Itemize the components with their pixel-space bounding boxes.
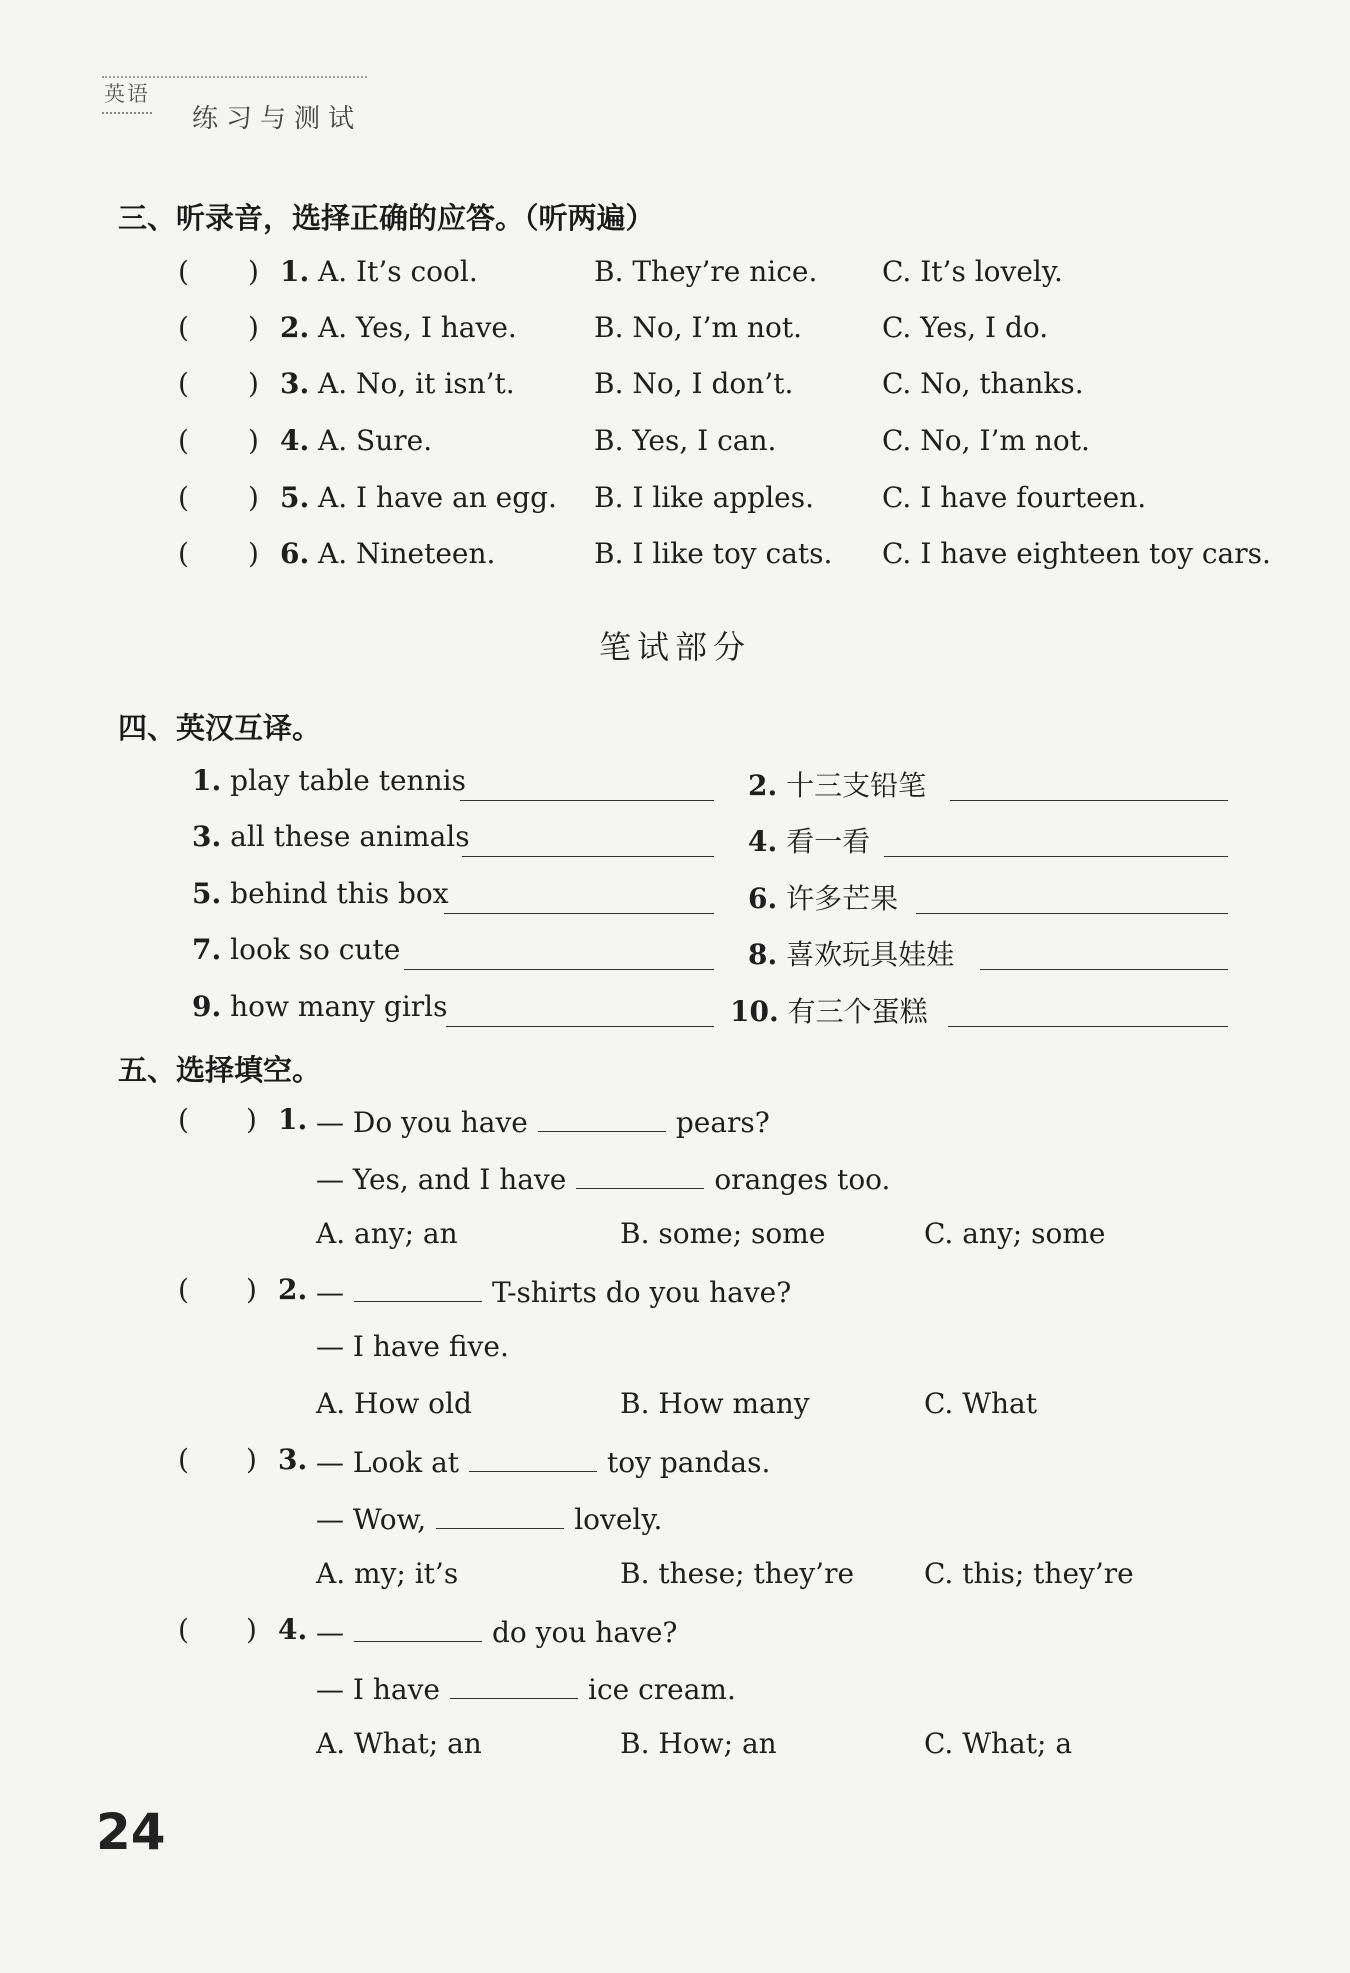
item-number: 6. [280, 537, 310, 570]
translation-row-4 [0, 933, 1350, 973]
answer-blank[interactable] [354, 1273, 482, 1302]
answer-bracket-open: ( [178, 1103, 189, 1136]
answer-blank[interactable] [576, 1160, 704, 1189]
dialogue-line-2 [316, 1670, 736, 1706]
answer-bracket-close: ) [246, 1443, 257, 1476]
answer-bracket-open: ( [178, 1443, 189, 1476]
item-number: 3. [280, 367, 310, 400]
dialogue-text: — Wow, [316, 1503, 427, 1536]
dialogue-line-1 [316, 1273, 791, 1309]
option-c: C. I have eighteen toy cars. [882, 537, 1271, 570]
option-a: A. any; an [316, 1217, 458, 1250]
answer-bracket-open: ( [178, 311, 189, 344]
answer-blank[interactable] [948, 1026, 1228, 1027]
translation-row-3 [0, 877, 1350, 917]
option-a: A. Sure. [318, 424, 433, 457]
option-c: C. No, thanks. [882, 367, 1084, 400]
option-b: B. I like apples. [594, 481, 815, 514]
dialogue-text: toy pandas. [607, 1446, 771, 1479]
dialogue-text: — [316, 1616, 344, 1649]
section5-title: 五、选择填空。 [118, 1053, 322, 1087]
option-a: A. Yes, I have. [318, 311, 517, 344]
option-a: A. Nineteen. [318, 537, 496, 570]
item-number: 2. [278, 1273, 308, 1306]
header-series-title: 练习与测试 [192, 104, 363, 134]
dialogue-text: — Yes, and I have [316, 1163, 567, 1196]
option-a: A. my; it’s [316, 1557, 459, 1590]
option-b: B. I like toy cats. [594, 537, 833, 570]
answer-bracket-open: ( [178, 481, 189, 514]
item-number: 4. [278, 1613, 308, 1646]
option-c: C. I have fourteen. [882, 481, 1147, 514]
dialogue-text: T-shirts do you have? [492, 1276, 792, 1309]
item-number: 1. [192, 764, 222, 797]
choice-item-3-options [0, 1557, 1350, 1597]
item-number: 1. [278, 1103, 308, 1136]
answer-blank[interactable] [538, 1103, 666, 1132]
choice-item-1-options [0, 1217, 1350, 1257]
option-a: A. How old [316, 1387, 472, 1420]
answer-bracket-close: ) [248, 255, 259, 288]
header-subject: 英语 [102, 78, 152, 114]
option-b: B. No, I’m not. [594, 311, 802, 344]
choice-item-1-reply [0, 1160, 1350, 1200]
answer-blank[interactable] [354, 1613, 482, 1642]
translation-row-2 [0, 820, 1350, 860]
choice-item-2-options [0, 1387, 1350, 1427]
listening-item-5 [0, 481, 1350, 521]
option-b: B. How; an [620, 1727, 777, 1760]
dialogue-text: — I have [316, 1673, 440, 1706]
written-part-heading: 笔试部分 [598, 628, 751, 666]
option-b: B. these; they’re [620, 1557, 855, 1590]
item-text: 十三支铅笔 [786, 769, 927, 802]
translation-item-8 [748, 933, 954, 973]
page-number: 24 [96, 1803, 166, 1861]
choice-item-2-reply [0, 1330, 1350, 1370]
translation-item-5 [192, 877, 449, 910]
listening-item-1 [0, 255, 1350, 295]
dialogue-text: — Look at [316, 1446, 460, 1479]
answer-bracket-open: ( [178, 1273, 189, 1306]
listening-item-3 [0, 367, 1350, 407]
item-number: 10. [730, 995, 779, 1028]
item-number: 5. [280, 481, 310, 514]
answer-blank[interactable] [916, 913, 1228, 914]
choice-item-4 [0, 1613, 1350, 1653]
item-text: 许多芒果 [786, 882, 899, 915]
listening-item-2 [0, 311, 1350, 351]
item-text: behind this box [230, 877, 449, 910]
translation-item-6 [748, 877, 898, 917]
dialogue-text: ice cream. [587, 1673, 736, 1706]
section4-title: 四、英汉互译。 [118, 711, 322, 745]
answer-bracket-open: ( [178, 367, 189, 400]
choice-item-3 [0, 1443, 1350, 1483]
translation-row-1 [0, 764, 1350, 804]
translation-item-2 [748, 764, 926, 804]
answer-blank[interactable] [884, 856, 1228, 857]
option-b: B. some; some [620, 1217, 826, 1250]
section3-title: 三、听录音，选择正确的应答。（听两遍） [118, 201, 655, 235]
choice-item-4-reply [0, 1670, 1350, 1710]
choice-item-1 [0, 1103, 1350, 1143]
dialogue-text: — Do you have [316, 1106, 528, 1139]
item-text: 看一看 [786, 825, 871, 858]
answer-bracket-close: ) [248, 367, 259, 400]
item-number: 5. [192, 877, 222, 910]
item-number: 2. [280, 311, 310, 344]
item-number: 3. [192, 820, 222, 853]
answer-bracket-close: ) [248, 481, 259, 514]
dialogue-line-2 [316, 1500, 662, 1536]
item-text: 喜欢玩具娃娃 [786, 938, 955, 971]
item-number: 3. [278, 1443, 308, 1476]
option-a: A. What; an [316, 1727, 482, 1760]
answer-blank[interactable] [460, 800, 714, 801]
option-c: C. What [924, 1387, 1037, 1420]
answer-bracket-close: ) [246, 1103, 257, 1136]
item-number: 1. [280, 255, 310, 288]
item-number: 4. [748, 825, 778, 858]
option-c: C. this; they’re [924, 1557, 1134, 1590]
answer-bracket-open: ( [178, 537, 189, 570]
option-c: C. No, I’m not. [882, 424, 1090, 457]
choice-item-2 [0, 1273, 1350, 1313]
dialogue-line-2: — I have five. [316, 1330, 509, 1363]
choice-item-4-options [0, 1727, 1350, 1767]
dialogue-line-1 [316, 1613, 677, 1649]
item-number: 6. [748, 882, 778, 915]
answer-bracket-close: ) [248, 537, 259, 570]
translation-item-1 [192, 764, 466, 797]
translation-item-3 [192, 820, 470, 853]
item-number: 2. [748, 769, 778, 802]
option-c: C. Yes, I do. [882, 311, 1049, 344]
answer-bracket-close: ) [248, 311, 259, 344]
item-number: 7. [192, 933, 222, 966]
answer-bracket-open: ( [178, 424, 189, 457]
option-c: C. It’s lovely. [882, 255, 1063, 288]
option-c: C. any; some [924, 1217, 1106, 1250]
item-number: 9. [192, 990, 222, 1023]
dialogue-text: pears? [675, 1106, 770, 1139]
choice-item-3-reply [0, 1500, 1350, 1540]
answer-blank[interactable] [404, 969, 714, 970]
option-a: A. I have an egg. [318, 481, 557, 514]
answer-blank[interactable] [450, 1670, 578, 1699]
item-text: look so cute [230, 933, 401, 966]
item-text: how many girls [230, 990, 448, 1023]
answer-blank[interactable] [462, 856, 714, 857]
answer-bracket-open: ( [178, 255, 189, 288]
option-a: A. No, it isn’t. [318, 367, 515, 400]
option-b: B. No, I don’t. [594, 367, 794, 400]
dialogue-line-2 [316, 1160, 890, 1196]
translation-item-7 [192, 933, 400, 966]
translation-item-10 [730, 990, 928, 1030]
dialogue-line-1 [316, 1443, 770, 1479]
option-b: B. They’re nice. [594, 255, 818, 288]
answer-bracket-close: ) [246, 1273, 257, 1306]
option-b: B. Yes, I can. [594, 424, 777, 457]
answer-blank[interactable] [469, 1443, 597, 1472]
translation-row-5 [0, 990, 1350, 1030]
listening-item-4 [0, 424, 1350, 464]
option-a: A. It’s cool. [318, 255, 478, 288]
item-text: 有三个蛋糕 [787, 995, 928, 1028]
translation-item-9 [192, 990, 447, 1023]
item-text: all these animals [230, 820, 470, 853]
option-c: C. What; a [924, 1727, 1073, 1760]
answer-blank[interactable] [446, 1026, 714, 1027]
dialogue-text: oranges too. [714, 1163, 891, 1196]
item-number: 4. [280, 424, 310, 457]
answer-bracket-close: ) [248, 424, 259, 457]
answer-blank[interactable] [444, 913, 714, 914]
item-number: 8. [748, 938, 778, 971]
listening-item-6 [0, 537, 1350, 577]
dialogue-text: lovely. [574, 1503, 663, 1536]
dialogue-text: — [316, 1276, 344, 1309]
answer-blank[interactable] [436, 1500, 564, 1529]
answer-blank[interactable] [980, 969, 1228, 970]
dialogue-line-1 [316, 1103, 770, 1139]
answer-bracket-open: ( [178, 1613, 189, 1646]
option-b: B. How many [620, 1387, 810, 1420]
translation-item-4 [748, 820, 870, 860]
answer-blank[interactable] [950, 800, 1228, 801]
dialogue-text: do you have? [492, 1616, 678, 1649]
answer-bracket-close: ) [246, 1613, 257, 1646]
item-text: play table tennis [230, 764, 466, 797]
